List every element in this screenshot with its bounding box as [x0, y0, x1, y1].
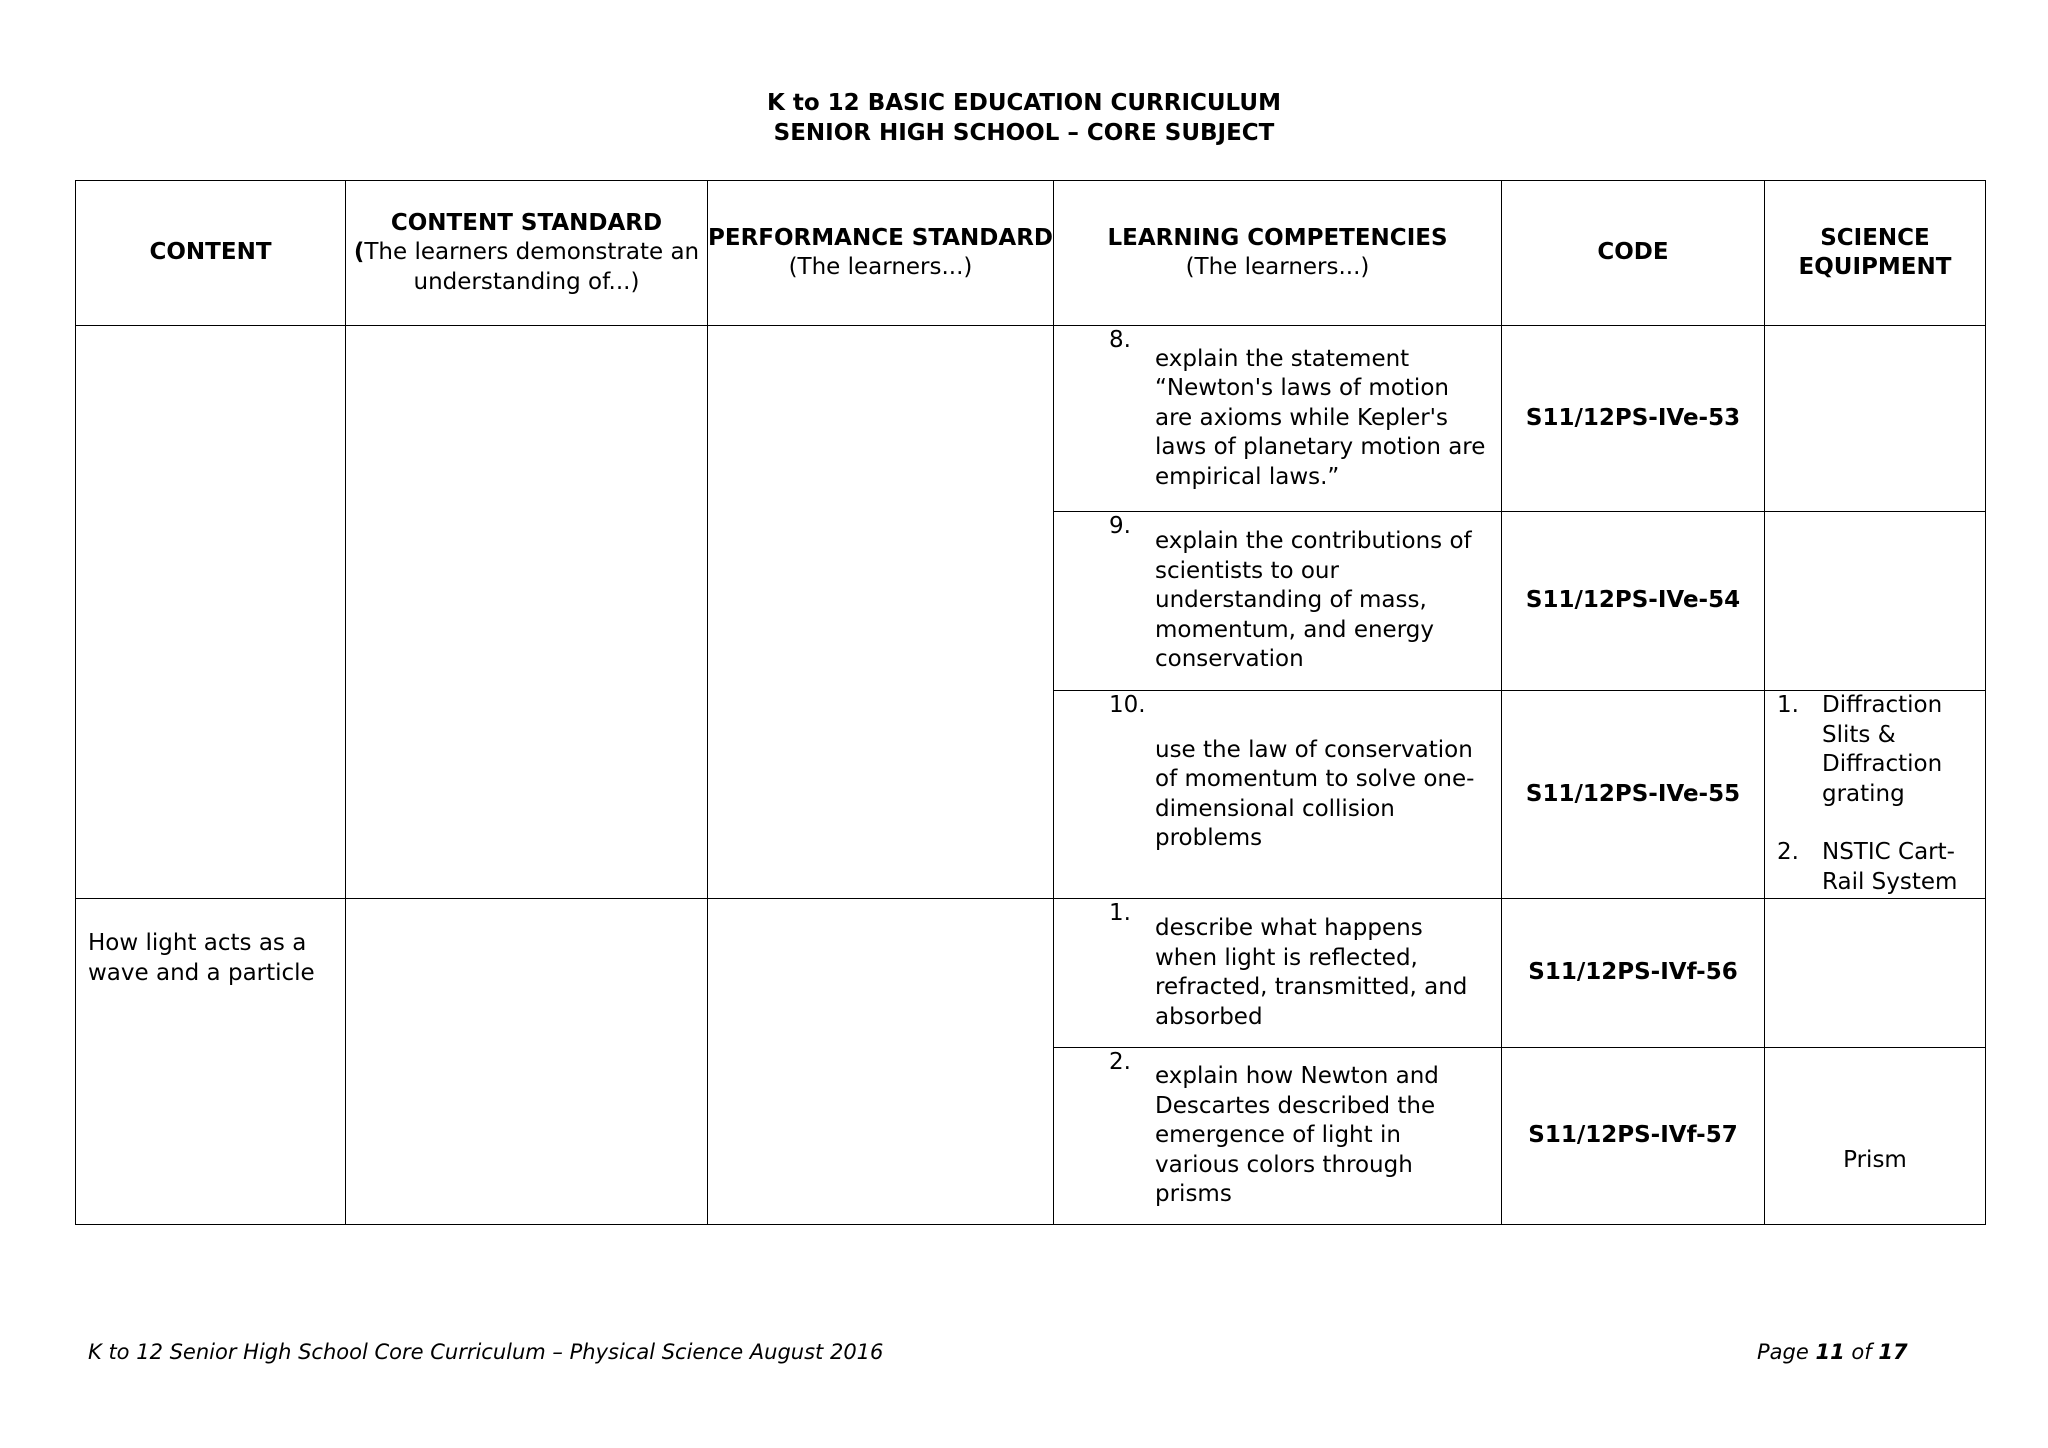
competency-text: explain the statement “Newton's laws of motion are axioms while Kepler's laws of planetary motion are empirical laws.”: [1155, 345, 1486, 490]
code-cell: S11/12PS-IVe-54: [1502, 512, 1765, 691]
equipment-cell: Prism: [1765, 1048, 1986, 1225]
equipment-cell: [1765, 512, 1986, 691]
competency-text: describe what happens when light is reflected, refracted, transmitted, and absorbed: [1155, 915, 1468, 1030]
column-header-science-equipment: SCIENCE EQUIPMENT: [1765, 181, 1986, 326]
column-header-content: CONTENT: [76, 181, 346, 326]
competency-text: explain the contributions of scientists to our understanding of mass, momentum, and energy conservation: [1155, 528, 1472, 673]
code-cell: S11/12PS-IVf-56: [1502, 899, 1765, 1048]
content-cell: How light acts as a wave and a particle: [76, 899, 346, 1225]
competency-number: 1.: [1109, 900, 1131, 926]
competency-cell: [1054, 512, 1502, 691]
competency-cell: [1054, 691, 1502, 899]
list-item: 1. Diffraction Slits & Diffraction grating: [1777, 692, 1943, 807]
content-standard-cell: [346, 899, 708, 1225]
competency-number: 2.: [1109, 1049, 1131, 1075]
competency-number: 9.: [1109, 513, 1131, 539]
competency-number: 10.: [1109, 692, 1146, 718]
footer-page-number: Page 11 of 17: [1757, 1340, 1908, 1364]
table-row: [76, 326, 1986, 512]
equipment-cell: [1765, 899, 1986, 1048]
column-header-learning-competencies: LEARNING COMPETENCIES (The learners...): [1054, 181, 1502, 326]
table-header-row: [76, 181, 1986, 326]
competency-cell: [1054, 1048, 1502, 1225]
list-item: 2. NSTIC Cart-Rail System: [1777, 839, 1958, 895]
equipment-list: [1765, 691, 1985, 897]
document-header: [0, 88, 2048, 148]
competency-cell: [1054, 326, 1502, 512]
curriculum-table: [75, 180, 1986, 1225]
equipment-cell: [1765, 326, 1986, 512]
competency-number: 8.: [1109, 327, 1131, 353]
code-cell: S11/12PS-IVe-55: [1502, 691, 1765, 899]
content-standard-cell: [346, 326, 708, 899]
competency-cell: [1054, 899, 1502, 1048]
performance-standard-cell: [708, 899, 1054, 1225]
header-title: K to 12 BASIC EDUCATION CURRICULUM: [767, 90, 1281, 116]
competency-text: use the law of conservation of momentum to solve one-dimensional collision problems: [1155, 736, 1475, 851]
footer-document-title: K to 12 Senior High School Core Curriculum – Physical Science August 2016: [88, 1340, 884, 1364]
content-cell-empty: [76, 326, 346, 899]
table-row: [76, 899, 1986, 1048]
column-header-code: CODE: [1502, 181, 1765, 326]
column-header-performance-standard: PERFORMANCE STANDARD (The learners...): [708, 181, 1054, 326]
code-cell: S11/12PS-IVe-53: [1502, 326, 1765, 512]
performance-standard-cell: [708, 326, 1054, 899]
equipment-cell: [1765, 691, 1986, 899]
competency-text: explain how Newton and Descartes described the emergence of light in various colors through prisms: [1155, 1063, 1439, 1208]
code-cell: S11/12PS-IVf-57: [1502, 1048, 1765, 1225]
header-subtitle: SENIOR HIGH SCHOOL – CORE SUBJECT: [773, 120, 1275, 146]
column-header-content-standard: CONTENT STANDARD (The learners demonstrate an understanding of...): [346, 181, 708, 326]
